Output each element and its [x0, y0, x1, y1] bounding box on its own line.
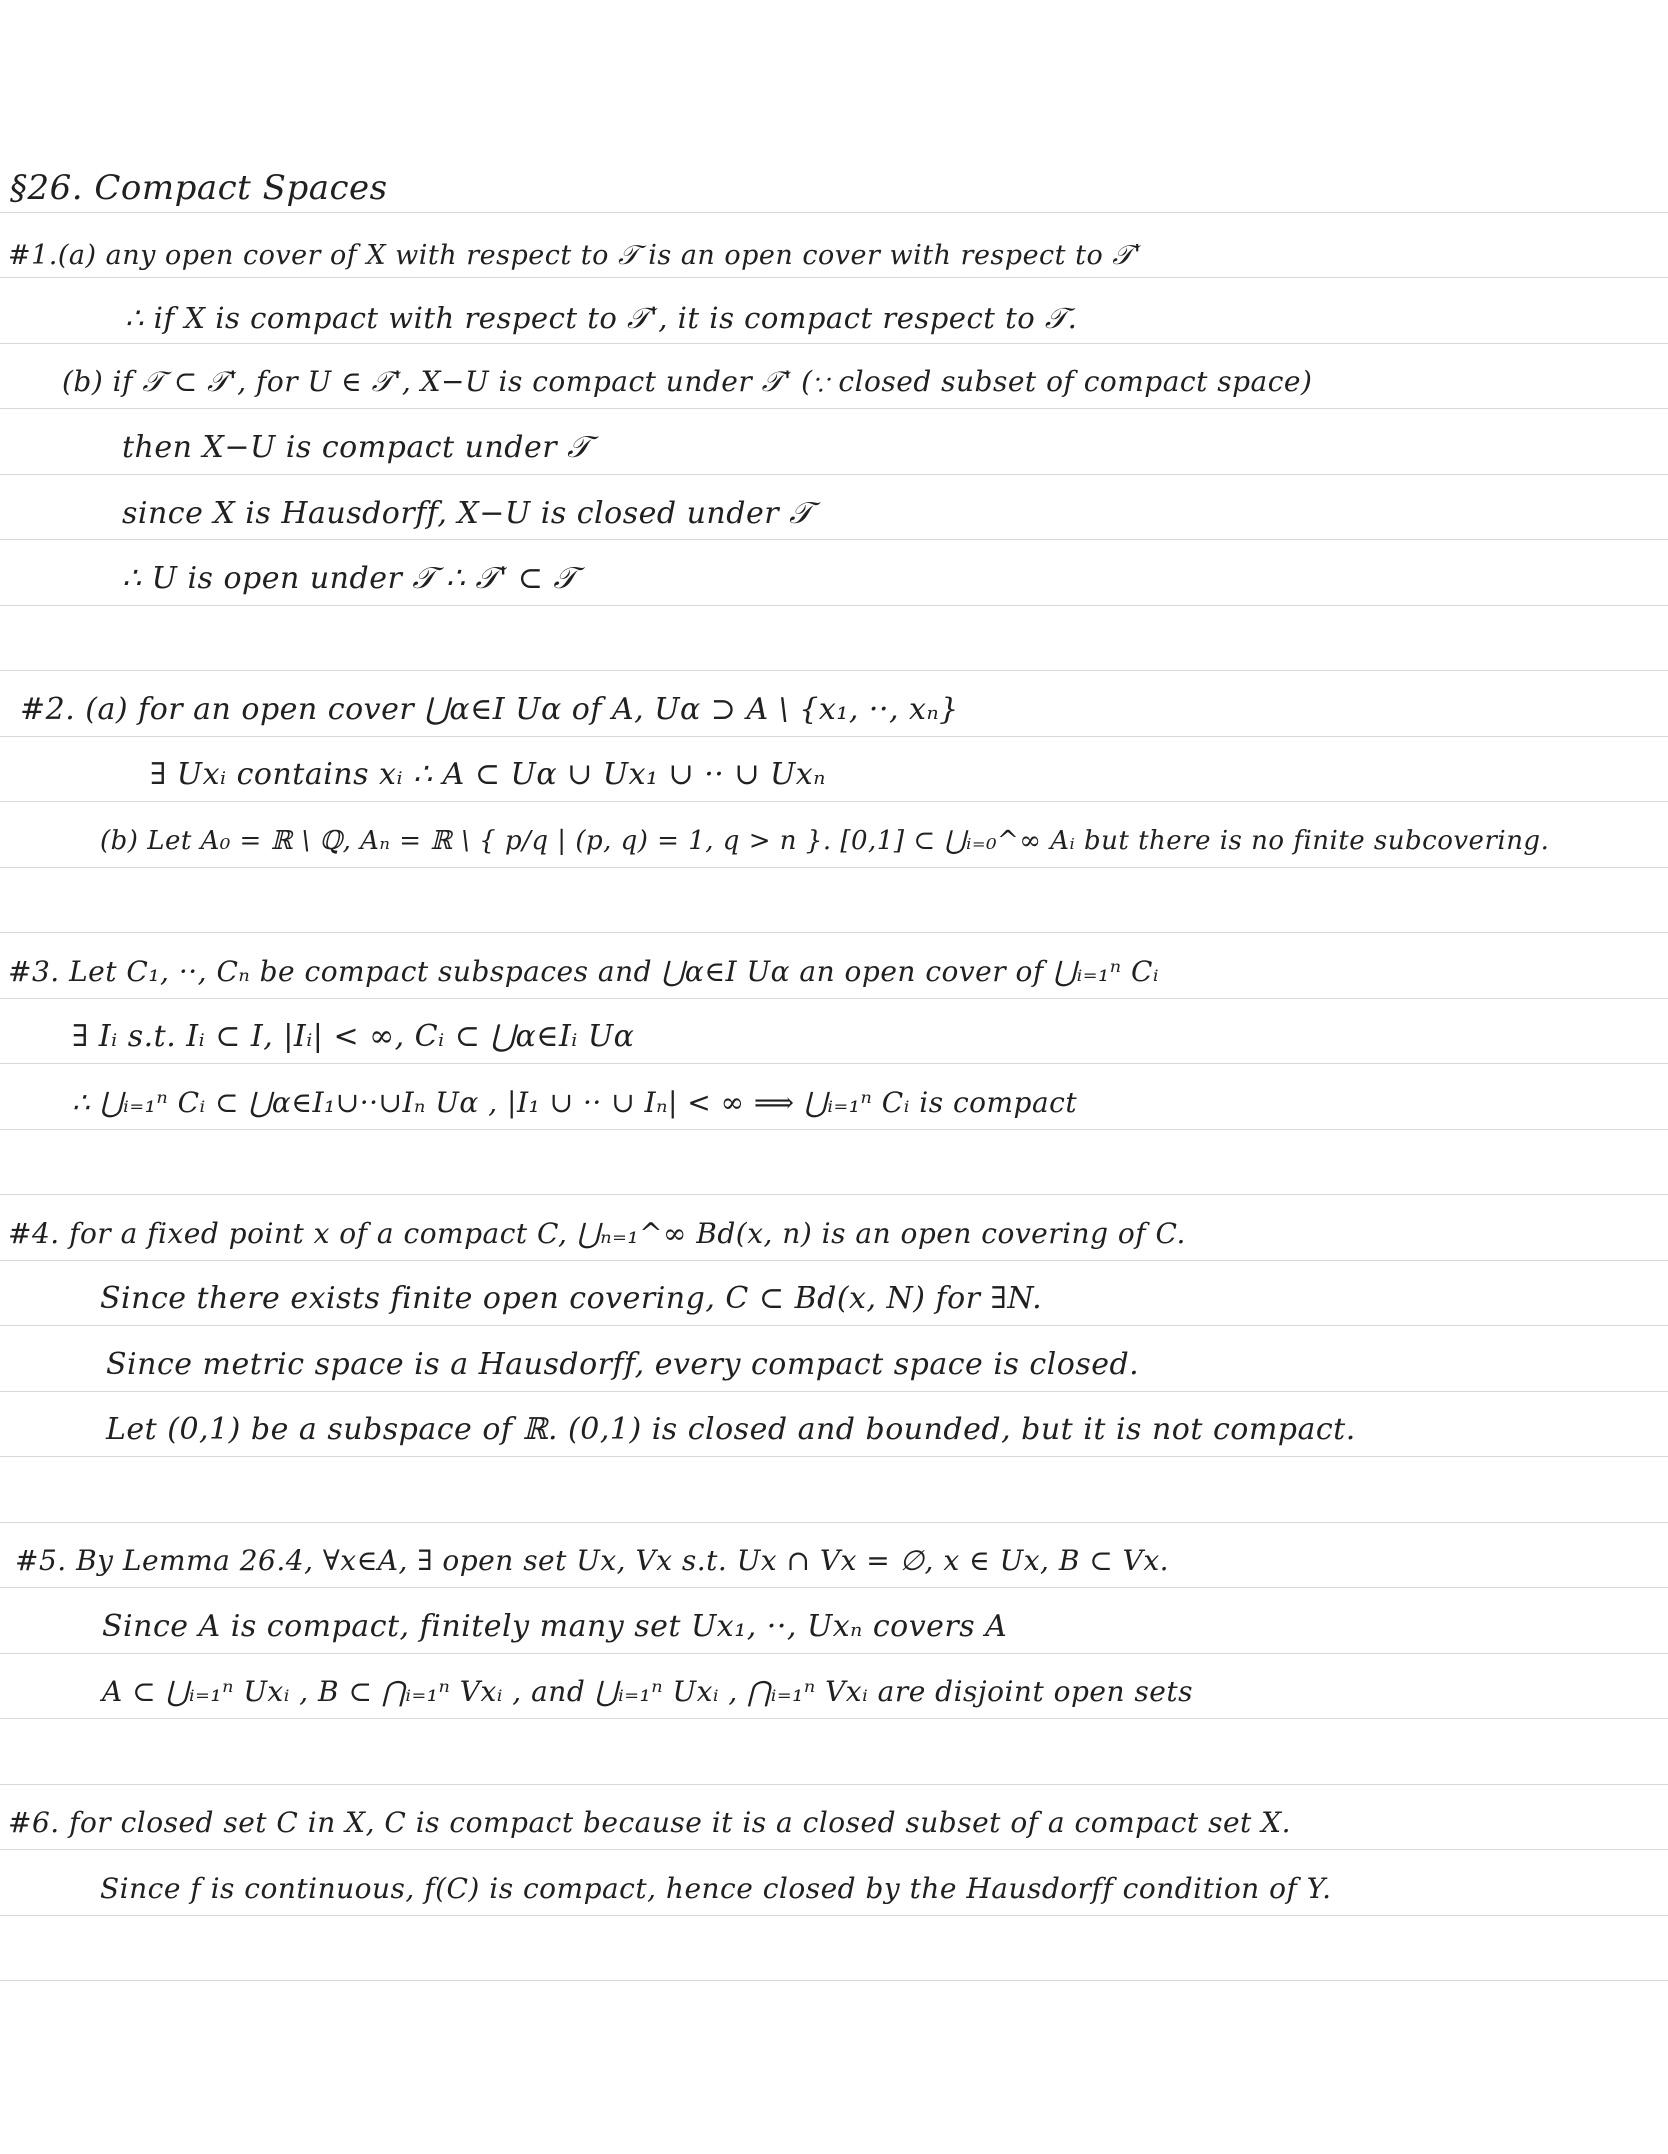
problem-1a-line-2: ∴ if X is compact with respect to 𝒯', it is compact respect to 𝒯.: [125, 301, 1078, 335]
rule-line: [0, 212, 1668, 213]
problem-4-line-3: Since metric space is a Hausdorff, every compact space is closed.: [106, 1347, 1140, 1382]
problem-6-line-2: Since f is continuous, f(C) is compact, hence closed by the Hausdorff condition of Y.: [100, 1872, 1332, 1905]
problem-3-line-1: #3. Let C₁, ··, Cₙ be compact subspaces and ⋃α∈I Uα an open cover of ⋃ᵢ₌₁ⁿ Cᵢ: [8, 955, 1160, 988]
rule-line: [0, 539, 1668, 540]
problem-5-line-1: #5. By Lemma 26.4, ∀x∈A, ∃ open set Ux, Vx s.t. Ux ∩ Vx = ∅, x ∈ Ux, B ⊂ Vx.: [15, 1544, 1170, 1577]
problem-2b-line-1: (b) Let A₀ = ℝ \ ℚ, Aₙ = ℝ \ { p/q | (p, q) = 1, q > n }. [0,1] ⊂ ⋃ᵢ₌₀^∞ Aᵢ but there is no finite subcovering.: [100, 826, 1550, 856]
problem-2a-line-2: ∃ Uxᵢ contains xᵢ ∴ A ⊂ Uα ∪ Ux₁ ∪ ·· ∪ Uxₙ: [150, 757, 826, 792]
rule-line: [0, 1325, 1668, 1326]
rule-line: [0, 1194, 1668, 1195]
rule-line: [0, 1129, 1668, 1130]
problem-3-line-3: ∴ ⋃ᵢ₌₁ⁿ Cᵢ ⊂ ⋃α∈I₁∪··∪Iₙ Uα , |I₁ ∪ ·· ∪ Iₙ| < ∞ ⟹ ⋃ᵢ₌₁ⁿ Cᵢ is compact: [72, 1086, 1078, 1119]
rule-line: [0, 867, 1668, 868]
rule-line: [0, 1980, 1668, 1981]
rule-line: [0, 1653, 1668, 1654]
rule-line: [0, 605, 1668, 606]
rule-line: [0, 1849, 1668, 1850]
problem-1a-line-1: #1.(a) any open cover of X with respect to 𝒯 is an open cover with respect to 𝒯': [8, 240, 1142, 271]
problem-2a-line-1: #2. (a) for an open cover ⋃α∈I Uα of A, Uα ⊃ A \ {x₁, ··, xₙ}: [20, 692, 959, 727]
rule-line: [0, 1718, 1668, 1719]
rule-line: [0, 1915, 1668, 1916]
rule-line: [0, 1784, 1668, 1785]
problem-3-line-2: ∃ Iᵢ s.t. Iᵢ ⊂ I, |Iᵢ| < ∞, Cᵢ ⊂ ⋃α∈Iᵢ Uα: [72, 1019, 635, 1054]
rule-line: [0, 277, 1668, 278]
rule-line: [0, 1260, 1668, 1261]
problem-5-line-3: A ⊂ ⋃ᵢ₌₁ⁿ Uxᵢ , B ⊂ ⋂ᵢ₌₁ⁿ Vxᵢ , and ⋃ᵢ₌₁ⁿ Uxᵢ , ⋂ᵢ₌₁ⁿ Vxᵢ are disjoint open sets: [102, 1675, 1193, 1708]
problem-1b-line-4: ∴ U is open under 𝒯 ∴ 𝒯' ⊂ 𝒯: [122, 561, 577, 596]
problem-5-line-2: Since A is compact, finitely many set Ux₁, ··, Uxₙ covers A: [102, 1609, 1008, 1644]
problem-1b-line-3: since X is Hausdorff, X−U is closed under 𝒯: [122, 496, 813, 531]
rule-line: [0, 1391, 1668, 1392]
rule-line: [0, 932, 1668, 933]
page-title: §26. Compact Spaces: [10, 168, 388, 208]
problem-1b-line-2: then X−U is compact under 𝒯: [122, 430, 591, 465]
rule-line: [0, 1063, 1668, 1064]
rule-line: [0, 1456, 1668, 1457]
problem-6-line-1: #6. for closed set C in X, C is compact because it is a closed subset of a compact set X.: [8, 1806, 1291, 1839]
rule-line: [0, 670, 1668, 671]
rule-line: [0, 408, 1668, 409]
rule-line: [0, 998, 1668, 999]
rule-line: [0, 1587, 1668, 1588]
rule-line: [0, 343, 1668, 344]
rule-line: [0, 736, 1668, 737]
rule-line: [0, 474, 1668, 475]
problem-1b-line-1: (b) if 𝒯 ⊂ 𝒯', for U ∈ 𝒯', X−U is compact under 𝒯' (∵ closed subset of compact space): [62, 365, 1313, 398]
rule-line: [0, 801, 1668, 802]
problem-4-line-2: Since there exists finite open covering, C ⊂ Bd(x, N) for ∃N.: [100, 1281, 1043, 1316]
rule-line: [0, 1522, 1668, 1523]
problem-4-line-4: Let (0,1) be a subspace of ℝ. (0,1) is closed and bounded, but it is not compact.: [106, 1412, 1356, 1447]
problem-4-line-1: #4. for a fixed point x of a compact C, ⋃ₙ₌₁^∞ Bd(x, n) is an open covering of C.: [8, 1217, 1186, 1250]
